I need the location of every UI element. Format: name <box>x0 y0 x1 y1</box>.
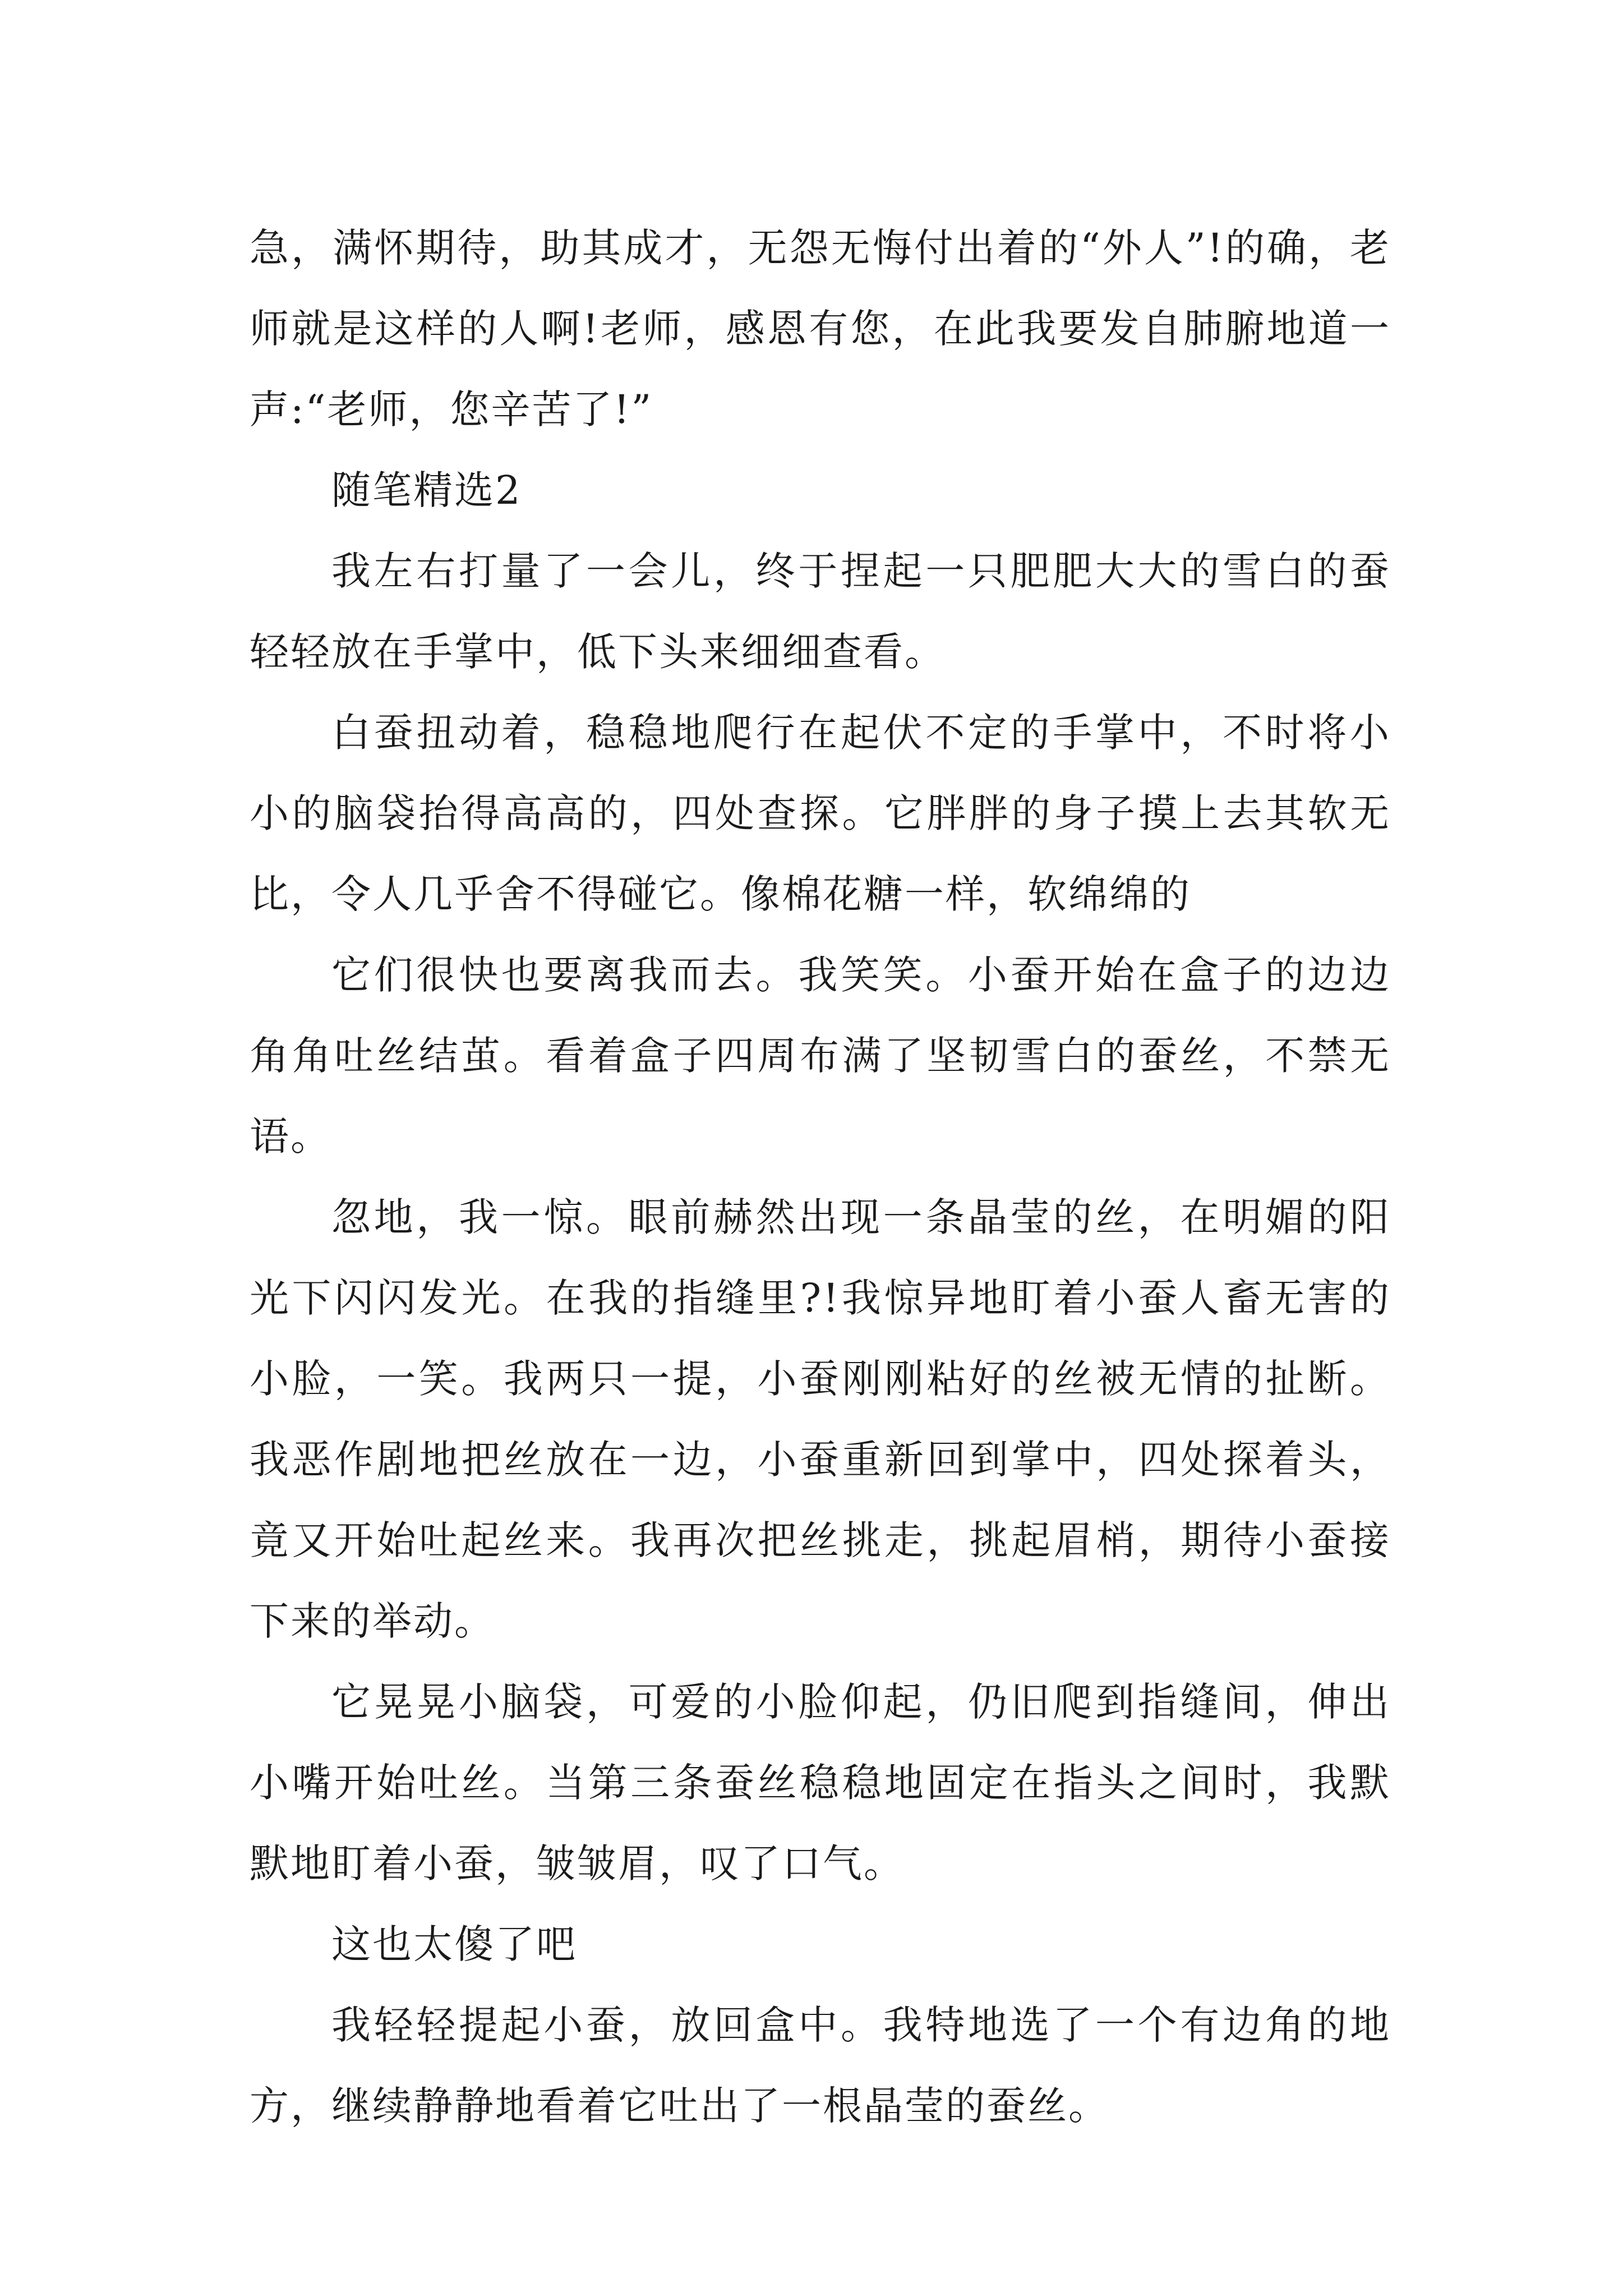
paragraph: 它晃晃小脑袋，可爱的小脸仰起，仍旧爬到指缝间，伸出小嘴开始吐丝。当第三条蚕丝稳稳地固定在指头之间时，我默默地盯着小蚕，皱皱眉，叹了口气。 <box>250 1679 1391 1887</box>
document-body <box>250 208 1391 2146</box>
paragraph: 我左右打量了一会儿，终于捏起一只肥肥大大的雪白的蚕轻轻放在手掌中，低下头来细细查看。 <box>250 548 1391 675</box>
section-heading: 随笔精选2 <box>331 467 522 513</box>
paragraph-continuation: 急，满怀期待，助其成才，无怨无悔付出着的“外人”!的确，老师就是这样的人啊!老师，感恩有您，在此我要发自肺腑地道一声:“老师，您辛苦了!” <box>250 225 1391 432</box>
paragraph: 我轻轻提起小蚕，放回盒中。我特地选了一个有边角的地方，继续静静地看着它吐出了一根晶莹的蚕丝。 <box>250 2002 1391 2129</box>
paragraph: 忽地，我一惊。眼前赫然出现一条晶莹的丝，在明媚的阳光下闪闪发光。在我的指缝里?!我惊异地盯着小蚕人畜无害的小脸，一笑。我两只一提，小蚕刚刚粘好的丝被无情的扯断。我恶作剧地把丝放在一边，小蚕重新回到掌中，四处探着头，竟又开始吐起丝来。我再次把丝挑走，挑起眉梢，期待小蚕接下来的举动。 <box>250 1194 1391 1644</box>
paragraph: 这也太傻了吧 <box>331 1921 577 1967</box>
paragraph: 它们很快也要离我而去。我笑笑。小蚕开始在盒子的边边角角吐丝结茧。看着盒子四周布满了坚韧雪白的蚕丝，不禁无语。 <box>250 952 1391 1159</box>
paragraph: 白蚕扭动着，稳稳地爬行在起伏不定的手掌中，不时将小小的脑袋抬得高高的，四处查探。它胖胖的身子摸上去其软无比，令人几乎舍不得碰它。像棉花糖一样，软绵绵的 <box>250 710 1391 917</box>
